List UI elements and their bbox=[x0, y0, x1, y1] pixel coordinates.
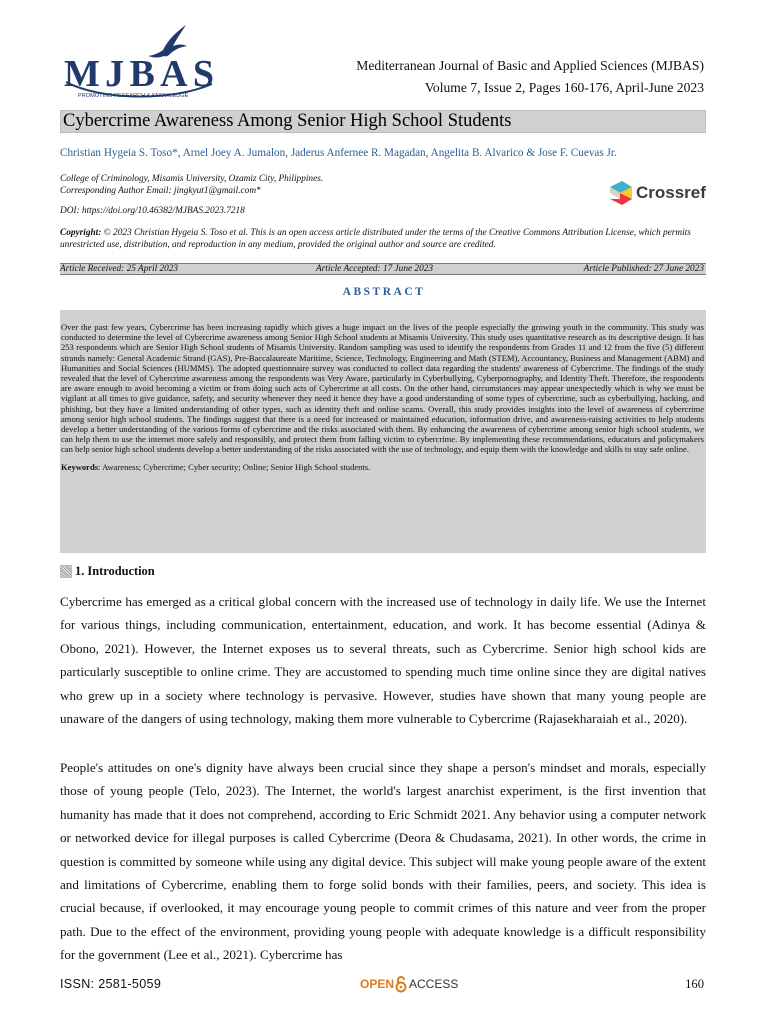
section-introduction-heading bbox=[60, 564, 155, 579]
copyright-text: © 2023 Christian Hygeia S. Toso et al. This is an open access article distributed under the terms of the Creative Commons Attribution License, which permits unrestricted use, distribution, and reproduction in any medium, provided the original author and source are credited. bbox=[60, 228, 691, 250]
abstract-box bbox=[60, 310, 706, 553]
corresponding-email[interactable]: Corresponding Author Email: jingkyut1@gmail.com* bbox=[60, 186, 261, 196]
abstract-heading: ABSTRACT bbox=[342, 286, 426, 298]
date-published: Article Published: 27 June 2023 bbox=[583, 264, 704, 274]
section-marker-icon bbox=[60, 565, 72, 578]
keywords-label: Keywords bbox=[61, 461, 99, 472]
page-number: 160 bbox=[685, 977, 704, 991]
affiliation-college: College of Criminology, Misamis University, Ozamiz City, Philippines. bbox=[60, 174, 324, 184]
authors: Christian Hygeia S. Toso*, Arnel Joey A. Jumalon, Jaderus Anfernee R. Magadan, Angelita B. Alvarico & Jose F. Cuevas Jr. bbox=[60, 147, 617, 159]
crossref-badge[interactable] bbox=[608, 177, 708, 209]
doi-link[interactable]: DOI: https://doi.org/10.46382/MJBAS.2023.7218 bbox=[60, 206, 245, 216]
copyright-notice bbox=[60, 228, 706, 251]
open-access-open: OPEN bbox=[360, 977, 395, 991]
open-access-badge bbox=[360, 975, 458, 993]
bird-logo-icon bbox=[60, 22, 220, 104]
keywords bbox=[61, 462, 704, 472]
crossref-label: Crossref bbox=[636, 183, 706, 202]
logo-tagline: PROMOTING RESEARCH & KNOWLEDGE bbox=[78, 93, 189, 99]
intro-paragraph-2: People's attitudes on one's dignity have always been crucial since they shape a person's mindset and morals, especially those of young people (Telo, 2023). The Internet, the world's largest anarchist experiment, is the first invention that humanity has made that it does not comprehend, according to Eric Schmidt 2021. Any behavior using a computer network or networked device for illegal purposes is called Cybercrime (Deora & Chudasama, 2021). In other words, the crime in question is committed by someone while using any digital device. This subject will make young people aware of the extent and limitations of Cybercrime, enabling them to forge solid bonds with their families, peers, and society. This idea is crucial because, if overlooked, it may encourage young people to commit crimes of this nature and veer from the proper path. Due to the effect of the environment, providing young people with adequate knowledge is a difficult responsibility for the government (Lee et al., 2021). Cybercrime has bbox=[60, 760, 706, 963]
date-received: Article Received: 25 April 2023 bbox=[60, 264, 179, 274]
keywords-list: : Awareness; Cybercrime; Cyber security; Online; Senior High School students. bbox=[98, 461, 371, 472]
journal-name: Mediterranean Journal of Basic and Applied Sciences (MJBAS) bbox=[356, 58, 704, 73]
affiliation bbox=[60, 173, 580, 197]
article-dates bbox=[60, 263, 706, 275]
title-bar bbox=[60, 110, 706, 133]
open-lock-icon bbox=[395, 975, 407, 993]
journal-volume: Volume 7, Issue 2, Pages 160-176, April-June 2023 bbox=[424, 80, 704, 95]
journal-info bbox=[356, 55, 704, 99]
open-access-access: ACCESS bbox=[409, 977, 459, 991]
article-title: Cybercrime Awareness Among Senior High School Students bbox=[63, 111, 512, 131]
crossref-logo-icon bbox=[608, 177, 634, 209]
journal-logo bbox=[60, 22, 220, 104]
date-accepted: Article Accepted: 17 June 2023 bbox=[316, 264, 434, 274]
section-title: 1. Introduction bbox=[75, 564, 155, 578]
intro-paragraph-1: Cybercrime has emerged as a critical global concern with the increased use of technology in daily life. We use the Internet for various things, including communication, entertainment, education, and work. It has become essential (Adinya & Obono, 2021). However, the Internet exposes us to several threats, such as Cybercrime. Senior high school kids are particularly susceptible to online crime. They are accustomed to spending much time online since they are digital natives who grew up in a society where technology is pervasive. However, studies have shown that many young people are unaware of the dangers of using technology, making them more vulnerable to Cybercrime (Rajasekharaiah et al., 2020). bbox=[60, 594, 706, 727]
copyright-label: Copyright: bbox=[60, 228, 102, 238]
abstract-text: Over the past few years, Cybercrime has been increasing rapidly which gives a huge impact on the lives of the people especially the growing youth in the community. This study was conducted to determine the level of Cybercrime awareness among Senior High School students at Misamis University. This study uses quantitative research as its descriptive design. It has 253 respondents which are Senior High School students of Misamis University. Random sampling was used to identify the respondents from Grades 11 and 12 from the five (5) different strands namely: General Academic Strand (GAS), Pre-Baccalaureate Maritime, Science, Technology, Engineering and Math (STEM), Accountancy, Business and Management (ABM) and Humanities and Social Sciences (HUMMS). The adopted questionnaire survey was conducted to collect data regarding the students' awareness of Cybercrime. The findings of the study revealed that the level of Cybercrime awareness among the respondents was Very Aware, particularly in Cyberbullying, Cyberpornography, and Identity Theft. Therefore, the respondents are aware enough to avoid becoming a victim or from doing such acts of Cybercrime at all costs. On the other hand, circumstances may appear unexpectedly which is why we must be vigilant at all times to give guidance, safety, and security whenever they need it hence they have a good understanding of some types of cybercrime, such as cyberbullying, hacking, and phishing, but they have a limited understanding of other types, such as identity theft and online scams. Overall, this study provides insights into the level of awareness of cybercrime among senior high school students. The findings suggest that there is a need for increased or maintained education, information drive, and awareness-raising activities to help students develop a better understanding of the various forms of cybercrime and the risks associated with them. By enhancing the awareness of cybercrime among senior high school students, we can help them to use the internet more safely and responsibly, and protect them from falling victim to cybercrime. By implementing these recommendations, educators and policymakers can help senior high school students develop a better understanding of the risks associated with the use of technology, and equip them with the knowledge and skills to stay safe online. bbox=[61, 322, 704, 455]
issn: ISSN: 2581-5059 bbox=[60, 977, 162, 991]
logo-text: MJBAS bbox=[64, 53, 214, 95]
